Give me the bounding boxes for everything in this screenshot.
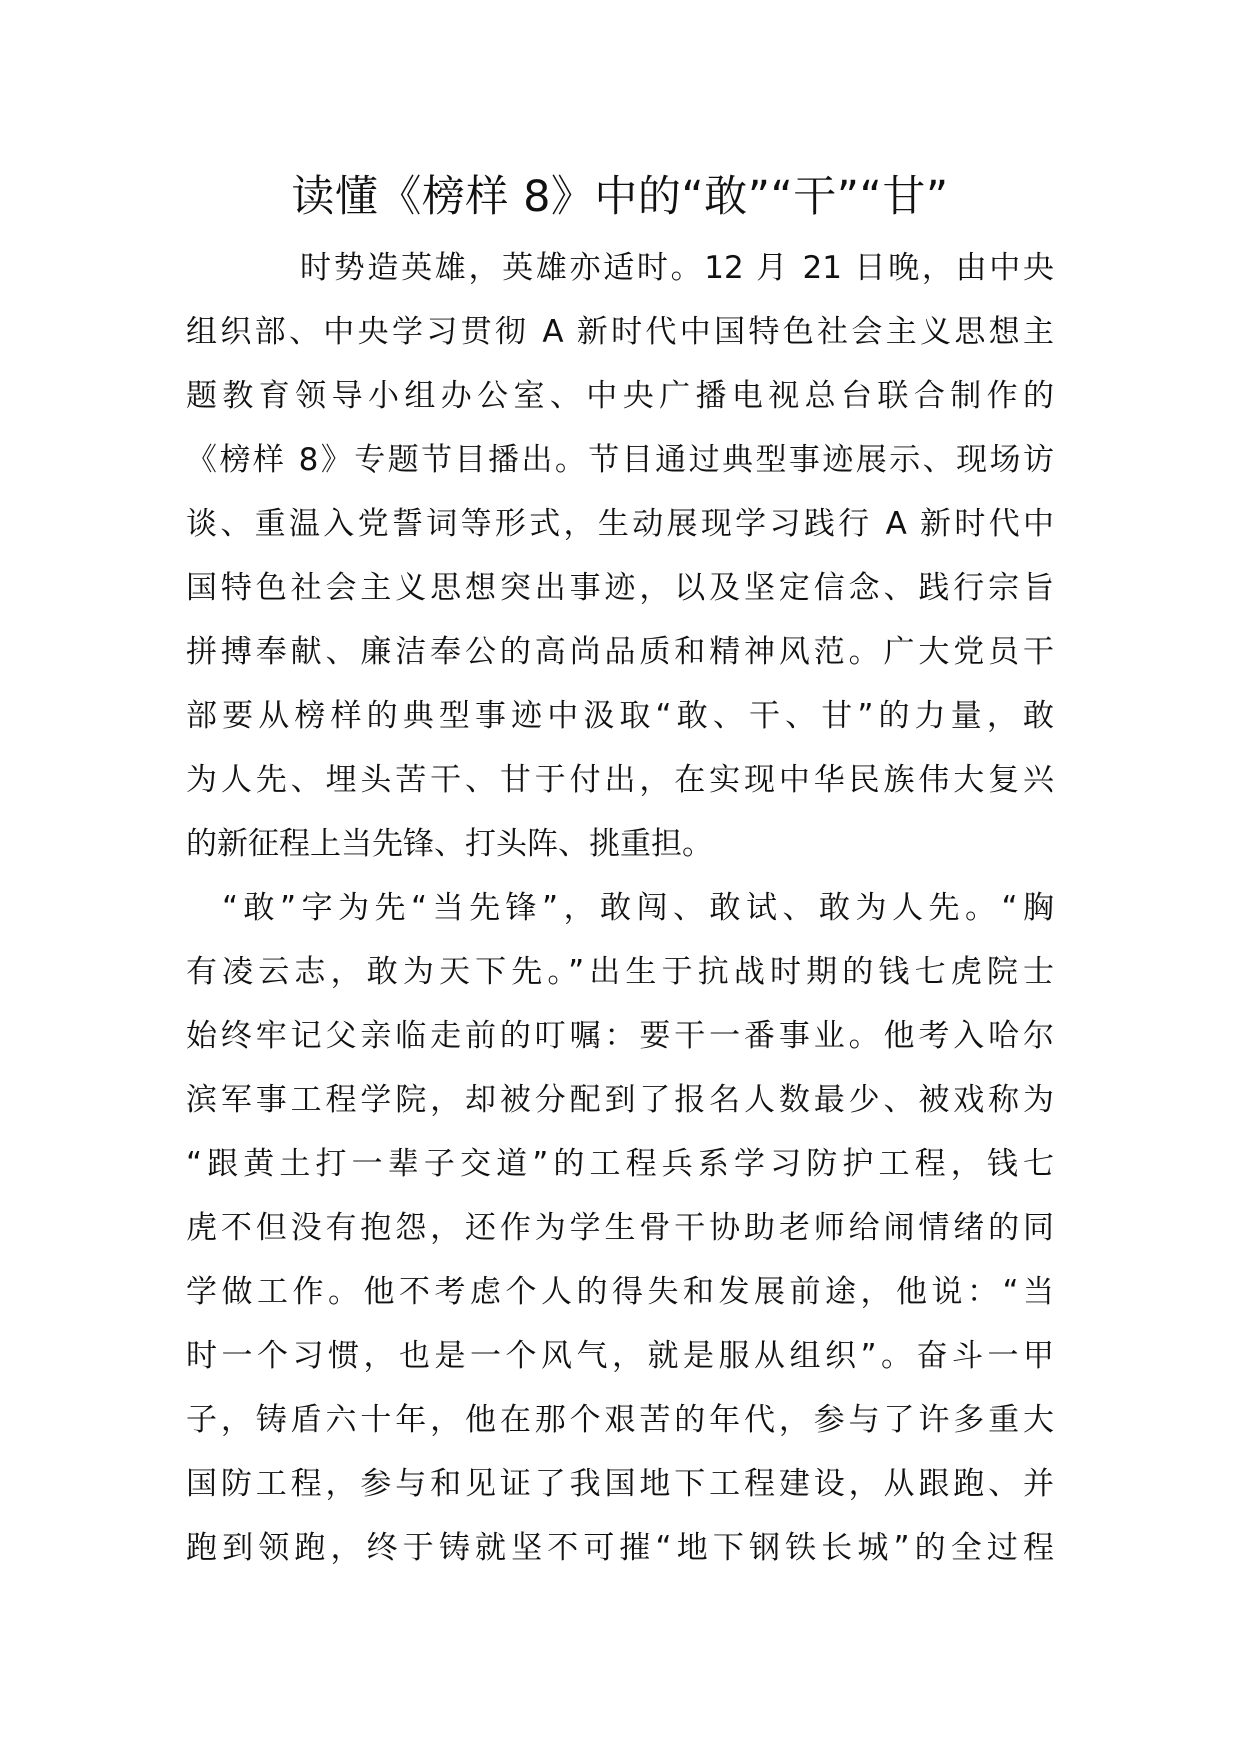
paragraph-line: 学做工作。他不考虑个人的得失和发展前途，他说：“当 (186, 1274, 1054, 1310)
paragraph-line: 国防工程，参与和见证了我国地下工程建设，从跟跑、并 (186, 1466, 1054, 1502)
document-body (186, 236, 1054, 1580)
paragraph-line: 始终牢记父亲临走前的叮嘱：要干一番事业。他考入哈尔 (186, 1018, 1054, 1054)
paragraph-line: 有凌云志，敢为天下先。”出生于抗战时期的钱七虎院士 (186, 954, 1054, 990)
paragraph-line: 滨军事工程学院，却被分配到了报名人数最少、被戏称为 (186, 1082, 1054, 1118)
paragraph-line: 国特色社会主义思想突出事迹，以及坚定信念、践行宗旨 (186, 570, 1054, 606)
paragraph-line: 题教育领导小组办公室、中央广播电视总台联合制作的 (186, 378, 1054, 414)
paragraph-line: 虎不但没有抱怨，还作为学生骨干协助老师给闹情绪的同 (186, 1210, 1054, 1246)
paragraph-line: 的新征程上当先锋、打头阵、挑重担。 (186, 826, 713, 862)
paragraph-line: 《榜样 8》专题节目播出。节目通过典型事迹展示、现场访 (186, 442, 1054, 478)
paragraph-line: 跑到领跑，终于铸就坚不可摧“地下钢铁长城”的全过程 (186, 1530, 1054, 1566)
paragraph-line: “敢”字为先“当先锋”，敢闯、敢试、敢为人先。“胸 (222, 890, 1054, 926)
paragraph-line: 拼搏奉献、廉洁奉公的高尚品质和精神风范。广大党员干 (186, 634, 1054, 670)
document-title: 读懂《榜样 8》中的“敢”“干”“甘” (291, 172, 949, 222)
paragraph (186, 876, 1054, 1580)
paragraph-line: “跟黄土打一辈子交道”的工程兵系学习防护工程，钱七 (186, 1146, 1054, 1182)
paragraph-line: 为人先、埋头苦干、甘于付出，在实现中华民族伟大复兴 (186, 762, 1054, 798)
paragraph (186, 236, 1054, 876)
paragraph-line: 部要从榜样的典型事迹中汲取“敢、干、甘”的力量，敢 (186, 698, 1054, 734)
paragraph-line: 谈、重温入党誓词等形式，生动展现学习践行 A 新时代中 (186, 506, 1054, 542)
paragraph-line: 时势造英雄，英雄亦适时。12 月 21 日晚，由中央 (300, 250, 1054, 286)
paragraph-line: 子，铸盾六十年，他在那个艰苦的年代，参与了许多重大 (186, 1402, 1054, 1438)
paragraph-line: 时一个习惯，也是一个风气，就是服从组织”。奋斗一甲 (186, 1338, 1054, 1374)
paragraph-line: 组织部、中央学习贯彻 A 新时代中国特色社会主义思想主 (186, 314, 1054, 350)
